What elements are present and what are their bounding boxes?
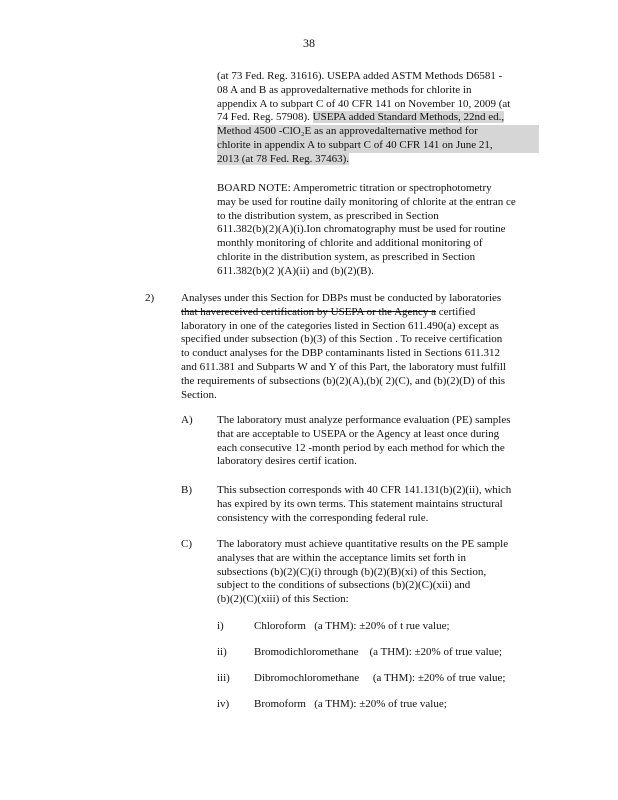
section-line: specified under subsection (b)(3) of this Section . To receive certification — [181, 333, 503, 346]
top-block — [217, 70, 539, 167]
subsection-label: B) — [181, 484, 192, 496]
item-name: Bromodichloromethane — [254, 646, 359, 658]
section-line: the requirements of subsections (b)(2)(A),(b)( 2)(C), and (b)(2)(D) of this — [181, 374, 506, 387]
subsection-line: that are acceptable to USEPA or the Agency at least once during — [217, 427, 500, 440]
section-line: to conduct analyses for the DBP contaminants listed in Sections 611.312 — [181, 347, 501, 360]
item-name: Dibromochloromethane — [254, 672, 360, 684]
subsection-line: The laboratory must achieve quantitative results on the PE sample — [217, 538, 509, 550]
item-name: Chloroform — [254, 620, 306, 632]
highlighted-amendment: USEPA added Standard Methods, 22nd ed., — [312, 111, 505, 124]
item-name: Bromoform — [254, 698, 306, 710]
item-text — [254, 672, 505, 684]
subsection-line: has expired by its own terms. This statement maintains structural — [217, 497, 503, 510]
item-text — [254, 620, 450, 632]
subsection-line: analyses that are within the acceptance limits set forth in — [217, 551, 466, 564]
board-note-line: BOARD NOTE: Amperometric titration or spectrophotometry — [217, 182, 492, 194]
subsection-label: C) — [181, 538, 192, 550]
section-line: and 611.381 and Subparts W and Y of this Part, the laboratory must fulfill — [181, 360, 506, 373]
subsection-line: subject to the conditions of subsections (b)(2)(C)(xii) and — [217, 579, 471, 592]
section-line — [181, 306, 535, 320]
item-text — [254, 698, 447, 710]
item-number: i) — [217, 620, 224, 632]
item-number: iv) — [217, 698, 230, 710]
item-text — [254, 646, 502, 658]
section-label: 2) — [145, 292, 155, 304]
section-line: Section. — [181, 388, 217, 401]
subsection-label: A) — [181, 414, 193, 426]
section-2-body — [181, 292, 535, 402]
board-note — [217, 182, 541, 279]
inserted-text: certified — [435, 305, 476, 318]
subsection-a — [217, 414, 531, 469]
board-note-line: chlorite in the distribution system, as prescribed in Section — [217, 250, 476, 263]
item-value: (a THM): ±20% of true value; — [314, 698, 447, 710]
top-line: appendix A to subpart C of 40 CFR 141 on November 10, 2009 (at — [217, 97, 511, 110]
item-number: iii) — [217, 672, 230, 684]
board-note-line: may be used for routine daily monitoring of chlorite at the entran ce — [217, 195, 516, 208]
subsection-c — [217, 538, 531, 607]
highlighted-amendment-line: chlorite in appendix A to subpart C of 40 CFR 141 on June 21, — [217, 139, 539, 153]
subsection-line: The laboratory must analyze performance evaluation (PE) samples — [217, 414, 511, 426]
section-line: laboratory in one of the categories listed in Section 611.490(a) except as — [181, 319, 499, 332]
subsection-line: This subsection corresponds with 40 CFR 141.131(b)(2)(ii), which — [217, 484, 512, 496]
page-number: 38 — [303, 36, 315, 50]
struck-text: that havereceived certification by USEPA or the Agency a — [181, 305, 436, 318]
highlighted-amendment-line: 2013 (at 78 Fed. Reg. 37463). — [217, 152, 349, 165]
top-line: (at 73 Fed. Reg. 31616). USEPA added ASTM Methods D6581 - — [217, 70, 503, 82]
highlighted-amendment-line: Method 4500 -ClO₂E as an approvedalternative method for — [217, 125, 539, 139]
subsection-line: (b)(2)(C)(xiii) of this Section: — [217, 593, 349, 606]
subsection-line: each consecutive 12 -month period by each method for which the — [217, 441, 505, 454]
item-value: (a THM): ±20% of t rue value; — [314, 620, 450, 632]
board-note-line: to the distribution system, as prescribed in Section — [217, 209, 439, 222]
item-value: (a THM): ±20% of true value; — [369, 646, 503, 658]
top-line: 08 A and B as approvedalternative methods for chlorite in — [217, 83, 472, 96]
subsection-line: subsections (b)(2)(C)(i) through (b)(2)(B)(xi) of this Section, — [217, 565, 487, 578]
item-value: (a THM): ±20% of true value; — [372, 672, 506, 684]
subsection-b — [217, 484, 535, 525]
section-line: Analyses under this Section for DBPs must be conducted by laboratories — [181, 292, 502, 304]
item-number: ii) — [217, 646, 227, 658]
top-line-plain: 74 Fed. Reg. 57908). — [217, 111, 310, 124]
board-note-line: 611.382(b)(2)(A)(i).Ion chromatography must be used for routine — [217, 223, 506, 236]
board-note-line: monthly monitoring of chlorite and additional monitoring of — [217, 237, 483, 250]
board-note-line: 611.382(b)(2 )(A)(ii) and (b)(2)(B). — [217, 264, 374, 277]
subsection-line: consistency with the corresponding federal rule. — [217, 511, 429, 524]
top-line — [217, 111, 539, 125]
subsection-line: laboratory desires certif ication. — [217, 455, 357, 468]
